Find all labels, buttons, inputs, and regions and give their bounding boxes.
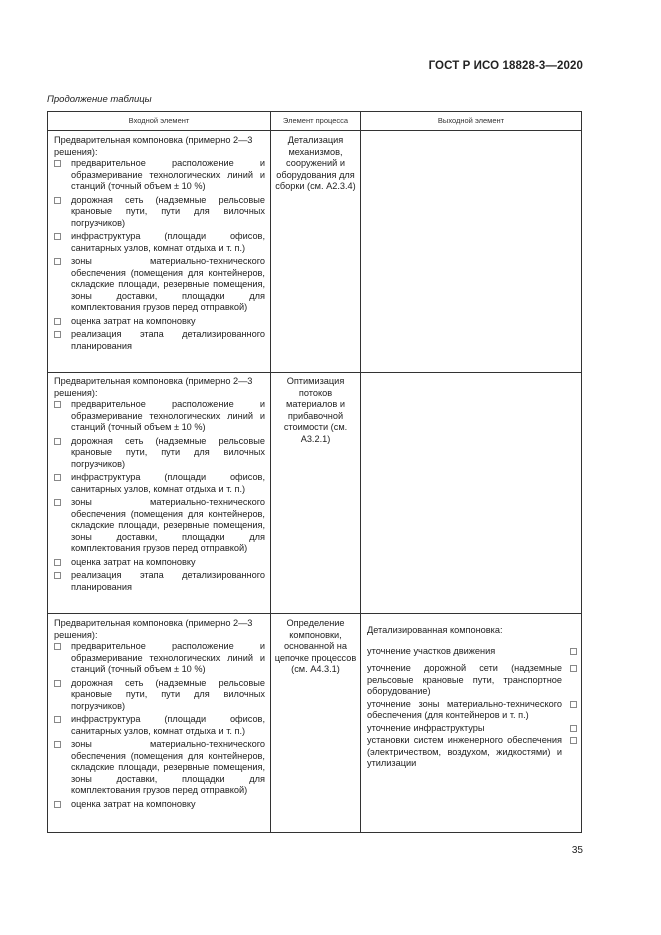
empty-checkbox-icon	[54, 160, 61, 167]
list-item: уточнение дорожной сети (надземные рельсовые крановые пути, транспортное оборудование)	[367, 663, 577, 698]
row-1-process: Детализация механизмов, сооружений и оборудования для сборки (см. А2.3.4)	[275, 135, 356, 191]
row-2-input	[48, 376, 270, 593]
empty-checkbox-icon	[54, 680, 61, 687]
list-item: инфраструктура (площади офисов, санитарных узлов, комнат отдыха и т. п.)	[54, 714, 265, 737]
empty-checkbox-icon	[54, 438, 61, 445]
input-title: Предварительная компоновка (примерно 2—3 решения):	[54, 618, 253, 640]
list-item: предварительное расположение и образмеривание технологических линий и станций (точный объем ± 10 %)	[54, 399, 265, 434]
list-item: инфраструктура (площади офисов, санитарных узлов, комнат отдыха и т. п.)	[54, 472, 265, 495]
row-divider	[48, 613, 581, 614]
empty-checkbox-icon	[54, 233, 61, 240]
empty-checkbox-icon	[54, 499, 61, 506]
empty-checkbox-icon	[54, 559, 61, 566]
empty-checkbox-icon	[54, 801, 61, 808]
header-output: Выходной элемент	[361, 112, 581, 131]
header-process: Элемент процесса	[271, 112, 360, 131]
list-item: уточнение зоны материально-технического обеспечения (для контейнеров и т. п.)	[367, 699, 577, 722]
empty-checkbox-icon	[570, 648, 577, 655]
output-title: Детализированная компоновка:	[367, 625, 503, 635]
column-input	[48, 112, 270, 832]
empty-checkbox-icon	[54, 572, 61, 579]
header-input: Входной элемент	[48, 112, 270, 131]
list-item: зоны материально-технического обеспечения (помещения для контейнеров, складские площади, резервные помещения, зоны доставки, площадки для комплектования грузов перед отправкой)	[54, 739, 265, 797]
empty-checkbox-icon	[54, 258, 61, 265]
list-item: предварительное расположение и образмеривание технологических линий и станций (точный объем ± 10 %)	[54, 641, 265, 676]
document-code: ГОСТ Р ИСО 18828-3—2020	[428, 60, 583, 72]
list-item: дорожная сеть (надземные рельсовые крановые пути, пути для вилочных погрузчиков)	[54, 195, 265, 230]
empty-checkbox-icon	[570, 725, 577, 732]
row-3-output	[361, 625, 581, 771]
list-item: дорожная сеть (надземные рельсовые крановые пути, пути для вилочных погрузчиков)	[54, 436, 265, 471]
list-item: уточнение участков движения	[367, 646, 577, 658]
list-item: инфраструктура (площади офисов, санитарных узлов, комнат отдыха и т. п.)	[54, 231, 265, 254]
column-output	[361, 112, 581, 832]
row-3-process: Определение компоновки, основанной на цепочке процессов (см. А4.3.1)	[274, 618, 357, 674]
empty-checkbox-icon	[54, 716, 61, 723]
row-divider	[48, 372, 581, 373]
empty-checkbox-icon	[54, 197, 61, 204]
empty-checkbox-icon	[54, 318, 61, 325]
column-process	[270, 112, 361, 832]
empty-checkbox-icon	[570, 701, 577, 708]
empty-checkbox-icon	[54, 741, 61, 748]
list-item: оценка затрат на компоновку	[54, 799, 265, 811]
row-1-input	[48, 135, 270, 352]
input-title: Предварительная компоновка (примерно 2—3 решения):	[54, 376, 253, 398]
list-item: реализация этапа детализированного планирования	[54, 329, 265, 352]
list-item: предварительное расположение и образмеривание технологических линий и станций (точный объем ± 10 %)	[54, 158, 265, 193]
row-3-input	[48, 618, 270, 810]
row-2-process: Оптимизация потоков материалов и прибавочной стоимости (см. А3.2.1)	[283, 376, 348, 444]
empty-checkbox-icon	[54, 643, 61, 650]
list-item: оценка затрат на компоновку	[54, 557, 265, 569]
empty-checkbox-icon	[54, 401, 61, 408]
empty-checkbox-icon	[570, 737, 577, 744]
list-item: реализация этапа детализированного планирования	[54, 570, 265, 593]
list-item: зоны материально-технического обеспечения (помещения для контейнеров, складские площади, резервные помещения, зоны доставки, площадки для комплектования грузов перед отправкой)	[54, 256, 265, 314]
table-continuation-label: Продолжение таблицы	[47, 94, 152, 105]
list-item: уточнение инфраструктуры	[367, 723, 577, 735]
input-title: Предварительная компоновка (примерно 2—3 решения):	[54, 135, 253, 157]
page-number: 35	[571, 845, 583, 856]
empty-checkbox-icon	[54, 331, 61, 338]
list-item: дорожная сеть (надземные рельсовые крановые пути, пути для вилочных погрузчиков)	[54, 678, 265, 713]
list-item: установки систем инженерного обеспечения (электричеством, воздухом, жидкостями) и утилизации	[367, 735, 577, 770]
empty-checkbox-icon	[54, 474, 61, 481]
list-item: оценка затрат на компоновку	[54, 316, 265, 328]
list-item: зоны материально-технического обеспечения (помещения для контейнеров, складские площади, резервные помещения, зоны доставки, площадки для комплектования грузов перед отправкой)	[54, 497, 265, 555]
requirements-table	[47, 111, 582, 833]
empty-checkbox-icon	[570, 665, 577, 672]
